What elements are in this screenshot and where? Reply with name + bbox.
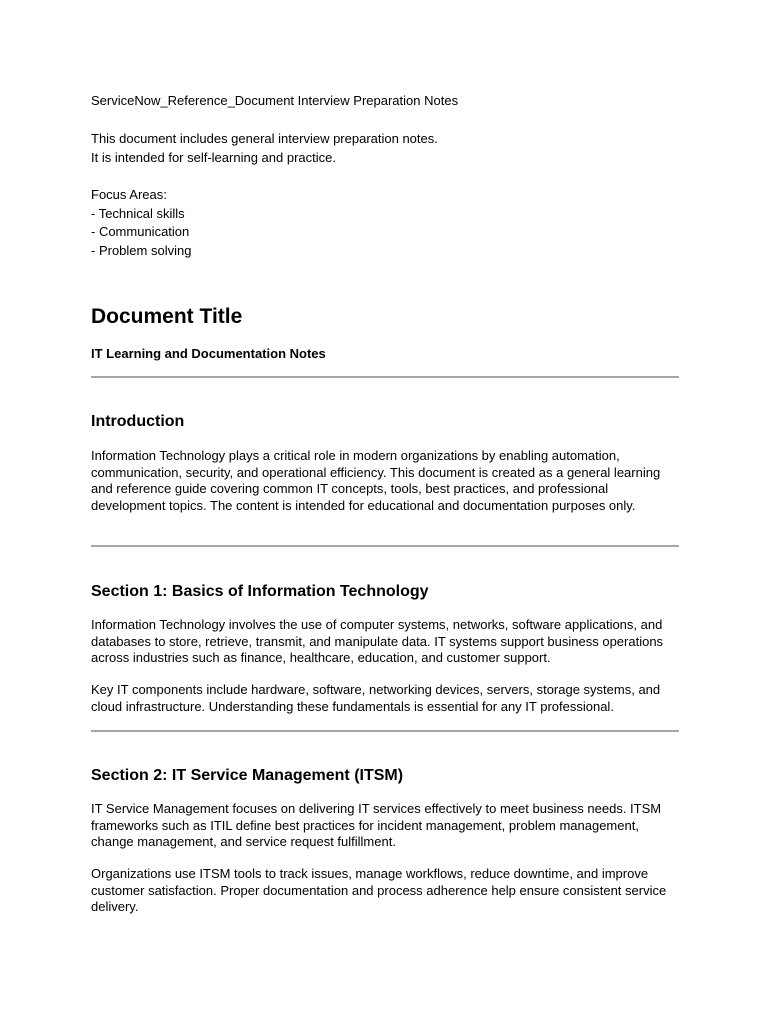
- introduction-body: [91, 448, 679, 514]
- document-title-block: [91, 305, 679, 329]
- section-paragraph: Key IT components include hardware, software, networking devices, servers, storage systems, and cloud infrastructure. Understanding these fundamentals is essential for any IT professional.: [91, 682, 661, 714]
- section-divider: [91, 545, 679, 547]
- section-2: [91, 766, 679, 786]
- header-title-line: ServiceNow_Reference_Document Interview Preparation Notes: [91, 93, 459, 108]
- section-2-paragraph-2: [91, 866, 679, 916]
- section-paragraph: Information Technology involves the use of computer systems, networks, software applications, and databases to store, retrieve, transmit, and manipulate data. IT systems support business operations across industries such as finance, healthcare, education, and customer support.: [91, 617, 664, 665]
- document-title: Document Title: [91, 305, 243, 328]
- intro-note-line: It is intended for self-learning and practice.: [91, 149, 336, 165]
- focus-areas-heading: Focus Areas:: [91, 187, 167, 202]
- focus-areas: [91, 186, 679, 260]
- intro-note-line: This document includes general interview preparation notes.: [91, 131, 438, 146]
- intro-notes: [91, 130, 679, 167]
- section-heading: Introduction: [91, 413, 185, 430]
- section-2-paragraph-1: [91, 801, 679, 851]
- section-1: [91, 582, 679, 602]
- section-heading: Section 1: Basics of Information Technology: [91, 583, 429, 600]
- document-subtitle: IT Learning and Documentation Notes: [91, 346, 326, 361]
- section-divider: [91, 730, 679, 732]
- section-paragraph: Information Technology plays a critical role in modern organizations by enabling automation, communication, security, and operational efficiency. This document is created as a general learning and reference guide covering common IT concepts, tools, best practices, and professional development topics. The content is intended for educational and documentation purposes only.: [91, 448, 661, 513]
- section-heading: Section 2: IT Service Management (ITSM): [91, 767, 404, 784]
- section-paragraph: Organizations use ITSM tools to track issues, manage workflows, reduce downtime, and improve customer satisfaction. Proper documentation and process adherence help ensure consistent service delivery.: [91, 866, 667, 914]
- focus-area-item: - Problem solving: [91, 242, 192, 258]
- document-subtitle-block: [91, 346, 679, 362]
- focus-area-item: - Technical skills: [91, 205, 185, 221]
- section-1-paragraph-2: [91, 682, 679, 715]
- section-introduction: [91, 412, 679, 432]
- section-paragraph: IT Service Management focuses on delivering IT services effectively to meet business needs. ITSM frameworks such as ITIL define best practices for incident management, problem management, change management, and service request fulfillment.: [91, 801, 662, 849]
- section-divider: [91, 376, 679, 378]
- section-1-paragraph-1: [91, 617, 679, 667]
- focus-area-item: - Communication: [91, 224, 190, 239]
